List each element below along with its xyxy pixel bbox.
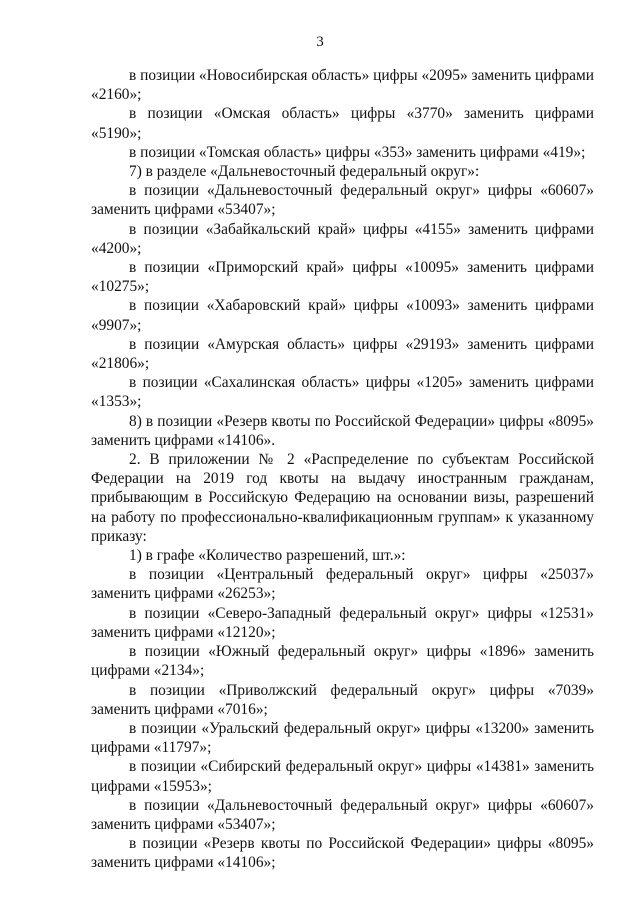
paragraph: 1) в графе «Количество разрешений, шт.»:: [129, 547, 406, 565]
paragraph: в позиции «Резерв квоты по Российской Федерации» цифры «8095» заменить цифрами «14106»;: [91, 835, 594, 872]
paragraph: в позиции «Новосибирская область» цифры «2095» заменить цифрами «2160»;: [91, 67, 594, 104]
document-body: [91, 66, 594, 873]
paragraph: в позиции «Сахалинская область» цифры «1205» заменить цифрами «1353»;: [91, 374, 594, 411]
paragraph: в позиции «Приволжский федеральный округ» цифры «7039» заменить цифрами «7016»;: [91, 681, 594, 718]
paragraph: в позиции «Амурская область» цифры «29193» заменить цифрами «21806»;: [91, 335, 594, 373]
page-number: 3: [316, 34, 324, 50]
paragraph: в позиции «Дальневосточный федеральный округ» цифры «60607» заменить цифрами «53407»;: [91, 182, 594, 219]
paragraph: в позиции «Южный федеральный округ» цифры «1896» заменить цифрами «2134»;: [91, 643, 594, 680]
paragraph: 2. В приложении № 2 «Распределение по субъектам Российской Федерации на 2019 год квоты на выдачу иностранным гражданам, прибывающим в Российскую Федерацию на основании визы, разрешений на работу по профессионально-квалификационным группам» к указанному приказу:: [91, 451, 594, 545]
paragraph: в позиции «Северо-Западный федеральный округ» цифры «12531» заменить цифрами «12120»;: [91, 604, 594, 641]
paragraph: 8) в позиции «Резерв квоты по Российской Федерации» цифры «8095» заменить цифрами «14106».: [91, 412, 594, 449]
paragraph: в позиции «Приморский край» цифры «10095» заменить цифрами «10275»;: [91, 259, 594, 296]
paragraph: в позиции «Сибирский федеральный округ» цифры «14381» заменить цифрами «15953»;: [91, 758, 594, 795]
paragraph: в позиции «Уральский федеральный округ» цифры «13200» заменить цифрами «11797»;: [91, 719, 594, 757]
paragraph: в позиции «Центральный федеральный округ» цифры «25037» заменить цифрами «26253»;: [91, 566, 594, 603]
paragraph: в позиции «Омская область» цифры «3770» заменить цифрами «5190»;: [91, 105, 594, 142]
paragraph: 7) в разделе «Дальневосточный федеральный округ»:: [129, 163, 480, 181]
paragraph: в позиции «Хабаровский край» цифры «10093» заменить цифрами «9907»;: [91, 297, 594, 334]
paragraph: в позиции «Забайкальский край» цифры «4155» заменить цифрами «4200»;: [91, 220, 594, 257]
paragraph: в позиции «Томская область» цифры «353» заменить цифрами «419»;: [129, 143, 586, 161]
paragraph: в позиции «Дальневосточный федеральный округ» цифры «60607» заменить цифрами «53407»;: [91, 796, 594, 833]
